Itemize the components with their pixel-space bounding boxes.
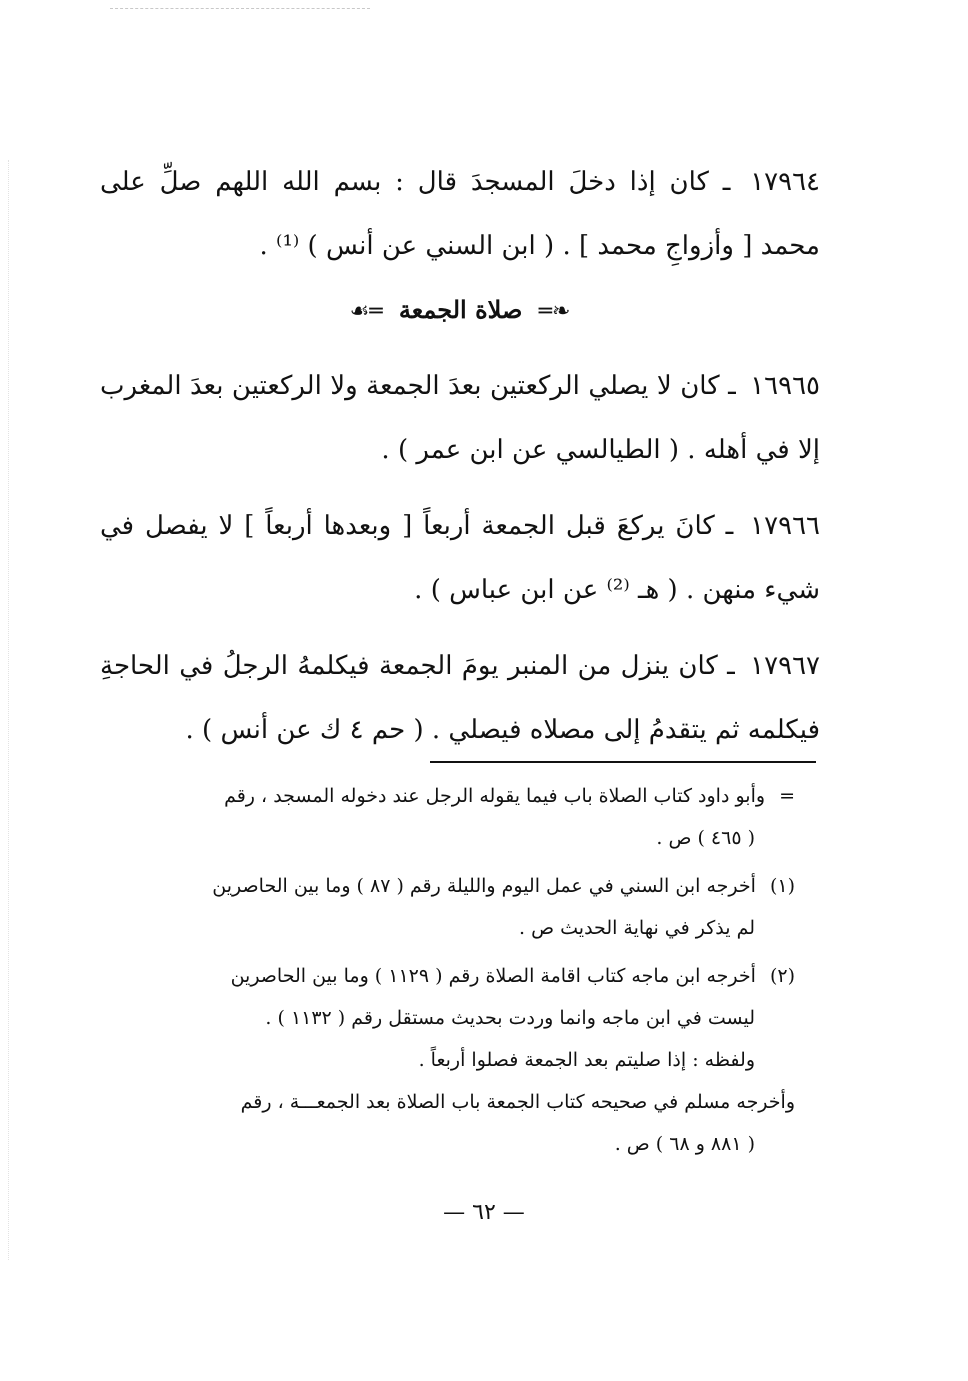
hadith-entry — [100, 634, 820, 762]
hadith-number: ١٧٩٦٧ — [750, 651, 820, 681]
hadith-number: ١٧٩٦٤ — [750, 167, 821, 197]
hadith-number: ١٧٩٦٦ — [750, 511, 820, 541]
footnote-line: ليست في ابن ماجه وانما وردت بحديث مستقل رقم ( ١١٣٢ ) . — [265, 1007, 755, 1029]
footnote-divider — [430, 761, 816, 763]
footnote-marker: (٢) — [769, 965, 795, 987]
footnote — [105, 955, 795, 1165]
section-heading — [100, 290, 820, 332]
hadith-entry — [100, 494, 820, 622]
top-edge-rule — [110, 8, 370, 9]
section-title: صلاة الجمعة — [398, 295, 523, 324]
footnote-marker: (١) — [769, 875, 795, 897]
scan-edge-mark — [8, 160, 10, 1260]
hadith-entry — [100, 150, 820, 278]
hadith-text: ـ كان ينزل من المنبر يومَ الجمعة فيكلمهُ الرجلُ في الحاجةِ فيكلمه ثم يتقدمُ إلى مصلاه فيصلي . ( حم ٤ ك عن أنس ) . — [100, 651, 820, 745]
hadith-text: ـ كانَ يركعَ قبل الجمعة أربعاً [ وبعدها أربعاً ] لا يفصل في شيء منهن . ( هـ ⁽²⁾ عن ابن عباس ) . — [100, 511, 820, 605]
page-number: — ٦٢ — — [443, 1200, 525, 1225]
main-text — [100, 150, 820, 774]
ornament-left-icon: ═☙ — [349, 299, 383, 324]
footnote-line: ( ٨٨١ و ٦٨ ) ص . — [614, 1133, 755, 1155]
hadith-entry — [100, 354, 820, 482]
footnote-line: وأبو داود كتاب الصلاة باب فيما يقوله الرجل عند دخوله المسجد ، رقم — [224, 785, 766, 807]
footnote-line: وأخرجه مسلم في صحيحه كتاب الجمعة باب الصلاة بعد الجمعـــة ، رقم — [240, 1091, 795, 1113]
footnote — [105, 865, 795, 949]
footnote-line: أخرجه ابن ماجه كتاب اقامة الصلاة رقم ( ١١٢٩ ) وما بين الحاصرين — [230, 965, 756, 987]
footnote-marker: = — [779, 785, 795, 807]
hadith-text: ـ كان إذا دخلَ المسجدَ قال : بسم الله اللهم صلِّ على محمد [ وأزواجِ محمد ] . ( ابن السني عن أنس ) ⁽¹⁾ . — [100, 167, 820, 261]
footnote-line: ولفظه : إذا صليتم بعد الجمعة فصلوا أربعاً . — [418, 1049, 755, 1071]
ornament-right-icon: ❧═ — [538, 299, 571, 324]
footnote — [105, 775, 795, 859]
footnote-line: لم يذكر في نهاية الحديث ص . — [519, 917, 755, 939]
footnote-line: ( ٤٦٥ ) ص . — [656, 827, 755, 849]
footnote-line: أخرجه ابن السني في عمل اليوم والليلة رقم ( ٨٧ ) وما بين الحاصرين — [212, 875, 756, 897]
hadith-text: ـ كان لا يصلي الركعتين بعدَ الجمعة ولا الركعتين بعدَ المغرب إلا في أهله . ( الطيالسي عن ابن عمر ) . — [100, 371, 820, 465]
footnotes — [105, 775, 795, 1171]
hadith-number: ١٦٩٦٥ — [750, 371, 821, 401]
